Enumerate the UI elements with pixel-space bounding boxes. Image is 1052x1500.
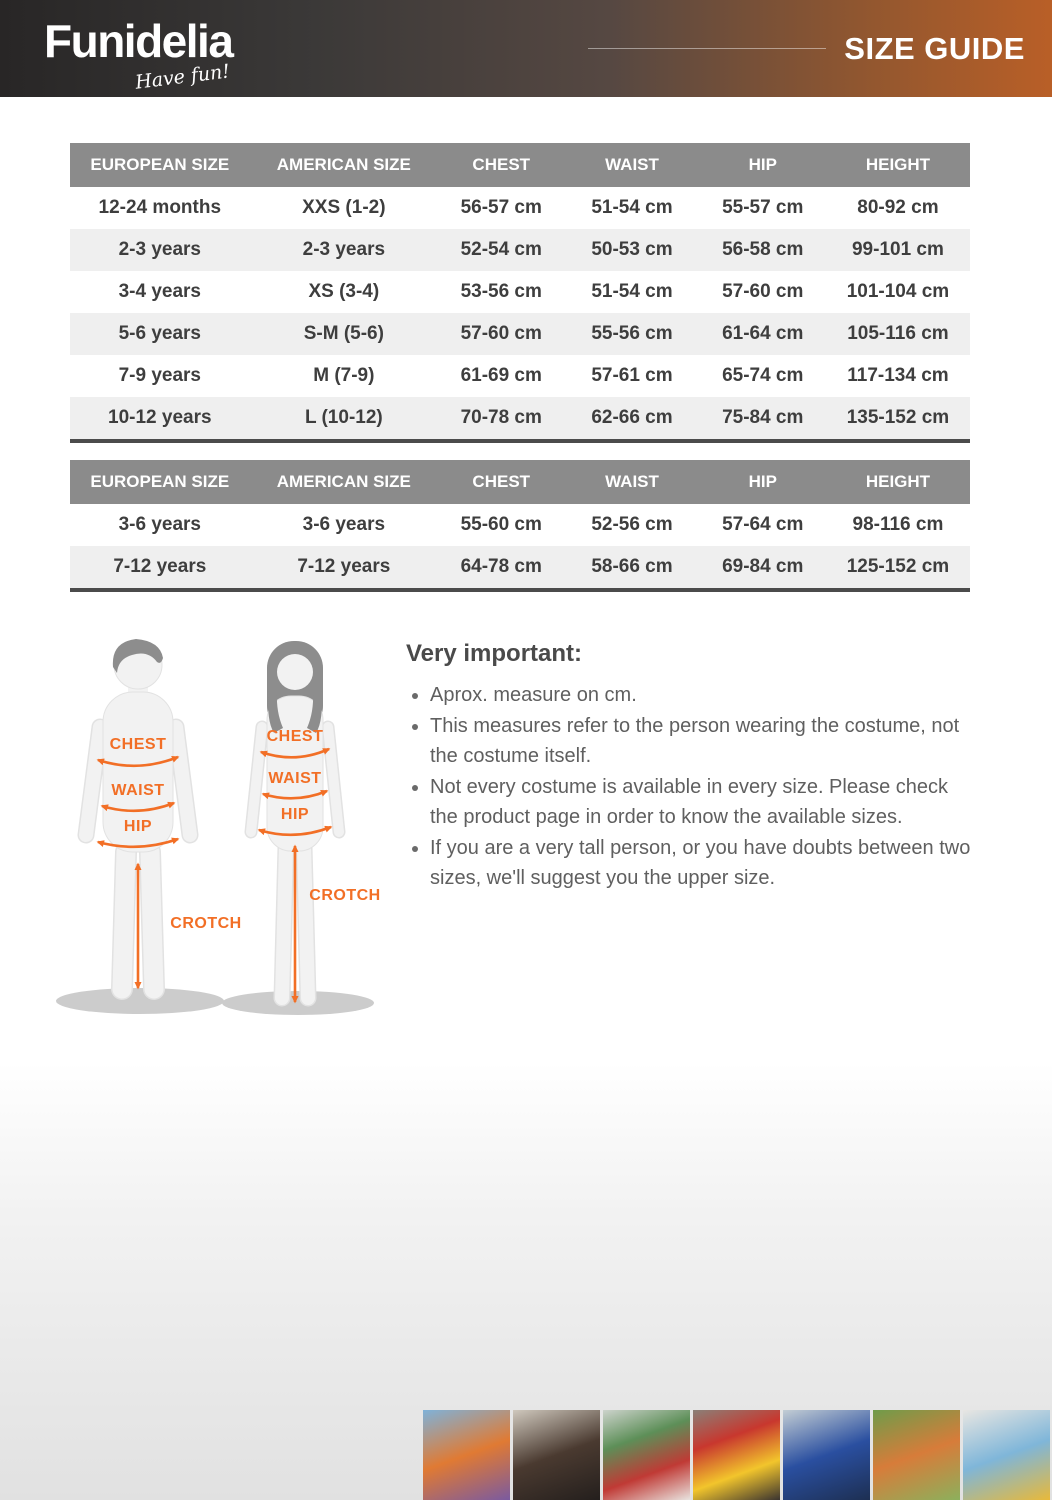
waist-label: WAIST	[268, 770, 322, 787]
funidelia-logo	[44, 15, 233, 94]
table-row	[70, 229, 970, 271]
costume-photo-7	[963, 1410, 1050, 1500]
table-cell: 53-56 cm	[460, 281, 542, 302]
table-cell: 69-84 cm	[722, 556, 804, 577]
logo-tagline: Have fun!	[134, 60, 232, 94]
table-cell: 58-66 cm	[591, 556, 673, 577]
table-cell: 3-6 years	[118, 514, 201, 535]
floor-shadows	[56, 988, 374, 1015]
table-row	[70, 187, 970, 229]
costume-photo-2	[513, 1410, 600, 1500]
table-cell: 57-60 cm	[460, 323, 542, 344]
note-item: • Aprox. measure on cm.	[430, 680, 971, 710]
costume-photo-1	[423, 1410, 510, 1500]
hip-label: HIP	[280, 806, 310, 823]
column-header: HEIGHT	[826, 460, 970, 504]
table-cell: 7-12 years	[297, 556, 391, 577]
crotch-label: CROTCH	[170, 915, 242, 932]
table-cell: 56-57 cm	[460, 197, 542, 218]
table-cell: 55-60 cm	[460, 514, 542, 535]
table-cell: 52-54 cm	[460, 239, 542, 260]
table-cell: 57-60 cm	[722, 281, 804, 302]
table-cell: 61-64 cm	[722, 323, 804, 344]
table-cell: M (7-9)	[313, 365, 375, 386]
chest-label: CHEST	[109, 736, 167, 753]
column-header: HEIGHT	[826, 143, 970, 187]
table-cell: 50-53 cm	[591, 239, 673, 260]
measurement-diagram	[48, 632, 393, 1022]
chest-label: CHEST	[266, 728, 324, 745]
header-banner	[0, 0, 1052, 97]
costume-photo-3	[603, 1410, 690, 1500]
table-cell: 5-6 years	[118, 323, 201, 344]
table-cell: 62-66 cm	[591, 407, 673, 428]
table-row	[70, 355, 970, 397]
table-cell: 10-12 years	[108, 407, 212, 428]
table-cell: 52-56 cm	[591, 514, 673, 535]
waist-label: WAIST	[111, 782, 165, 799]
table-cell: 7-12 years	[113, 556, 207, 577]
table-cell: 7-9 years	[118, 365, 201, 386]
notes-heading: Very important:	[406, 640, 583, 667]
hip-label: HIP	[123, 818, 153, 835]
table-cell: XXS (1-2)	[302, 197, 386, 218]
table-cell: 64-78 cm	[460, 556, 542, 577]
important-notes	[406, 640, 971, 894]
table-cell: 98-116 cm	[852, 514, 944, 535]
body-measurement-figures	[48, 632, 393, 1022]
table-cell: 101-104 cm	[846, 281, 950, 302]
column-header: HIP	[700, 460, 826, 504]
title-divider-line	[588, 48, 826, 49]
table-cell: 51-54 cm	[591, 197, 673, 218]
table-cell: S-M (5-6)	[303, 323, 384, 344]
costume-photo-strip	[423, 1410, 1052, 1500]
column-header: WAIST	[564, 460, 699, 504]
table-cell: 105-116 cm	[847, 323, 949, 344]
table-header-row	[70, 143, 970, 187]
title-area	[588, 0, 1025, 97]
column-header: HIP	[700, 143, 826, 187]
table-cell: L (10-12)	[304, 407, 383, 428]
page-title: SIZE GUIDE	[844, 30, 1025, 66]
table-row	[70, 397, 970, 441]
column-header: CHEST	[438, 460, 564, 504]
table-cell: 12-24 months	[98, 197, 222, 218]
table-cell: XS (3-4)	[308, 281, 380, 302]
table-header-row	[70, 460, 970, 504]
table-cell: 55-56 cm	[591, 323, 673, 344]
table-cell: 3-6 years	[302, 514, 386, 535]
column-header: WAIST	[564, 143, 699, 187]
table-cell: 51-54 cm	[591, 281, 673, 302]
column-header: AMERICAN SIZE	[250, 143, 438, 187]
table-cell: 75-84 cm	[722, 407, 804, 428]
notes-list	[406, 680, 971, 893]
table-row	[70, 313, 970, 355]
costume-photo-6	[873, 1410, 960, 1500]
table-row	[70, 271, 970, 313]
table-cell: 117-134 cm	[847, 365, 949, 386]
table-cell: 99-101 cm	[851, 239, 944, 260]
note-item: • If you are a very tall person, or you have doubts between two sizes, we'll suggest you the upper size.	[430, 833, 971, 893]
table-cell: 70-78 cm	[460, 407, 542, 428]
table-cell: 61-69 cm	[460, 365, 542, 386]
table-cell: 57-64 cm	[722, 514, 804, 535]
size-table-grouped	[70, 460, 970, 592]
note-item: • Not every costume is available in every size. Please check the product page in order to know the available sizes.	[430, 772, 971, 832]
table-cell: 80-92 cm	[857, 197, 939, 218]
size-table-toddler	[70, 143, 970, 443]
table-cell: 125-152 cm	[846, 556, 950, 577]
table-cell: 135-152 cm	[846, 407, 950, 428]
table-row	[70, 504, 970, 546]
table-cell: 56-58 cm	[722, 239, 804, 260]
size-tables	[70, 143, 970, 592]
column-header: EUROPEAN SIZE	[70, 143, 250, 187]
column-header: AMERICAN SIZE	[250, 460, 438, 504]
table-cell: 3-4 years	[118, 281, 201, 302]
logo-text: Funidelia	[44, 15, 233, 67]
note-item: • This measures refer to the person wearing the costume, not the costume itself.	[430, 711, 971, 771]
table-cell: 2-3 years	[302, 239, 386, 260]
table-cell: 57-61 cm	[591, 365, 673, 386]
table-cell: 2-3 years	[118, 239, 201, 260]
table-cell: 65-74 cm	[722, 365, 804, 386]
table-row	[70, 546, 970, 590]
column-header: CHEST	[438, 143, 564, 187]
table-cell: 55-57 cm	[722, 197, 804, 218]
crotch-label: CROTCH	[309, 887, 381, 904]
costume-photo-5	[783, 1410, 870, 1500]
column-header: EUROPEAN SIZE	[70, 460, 250, 504]
costume-photo-4	[693, 1410, 780, 1500]
